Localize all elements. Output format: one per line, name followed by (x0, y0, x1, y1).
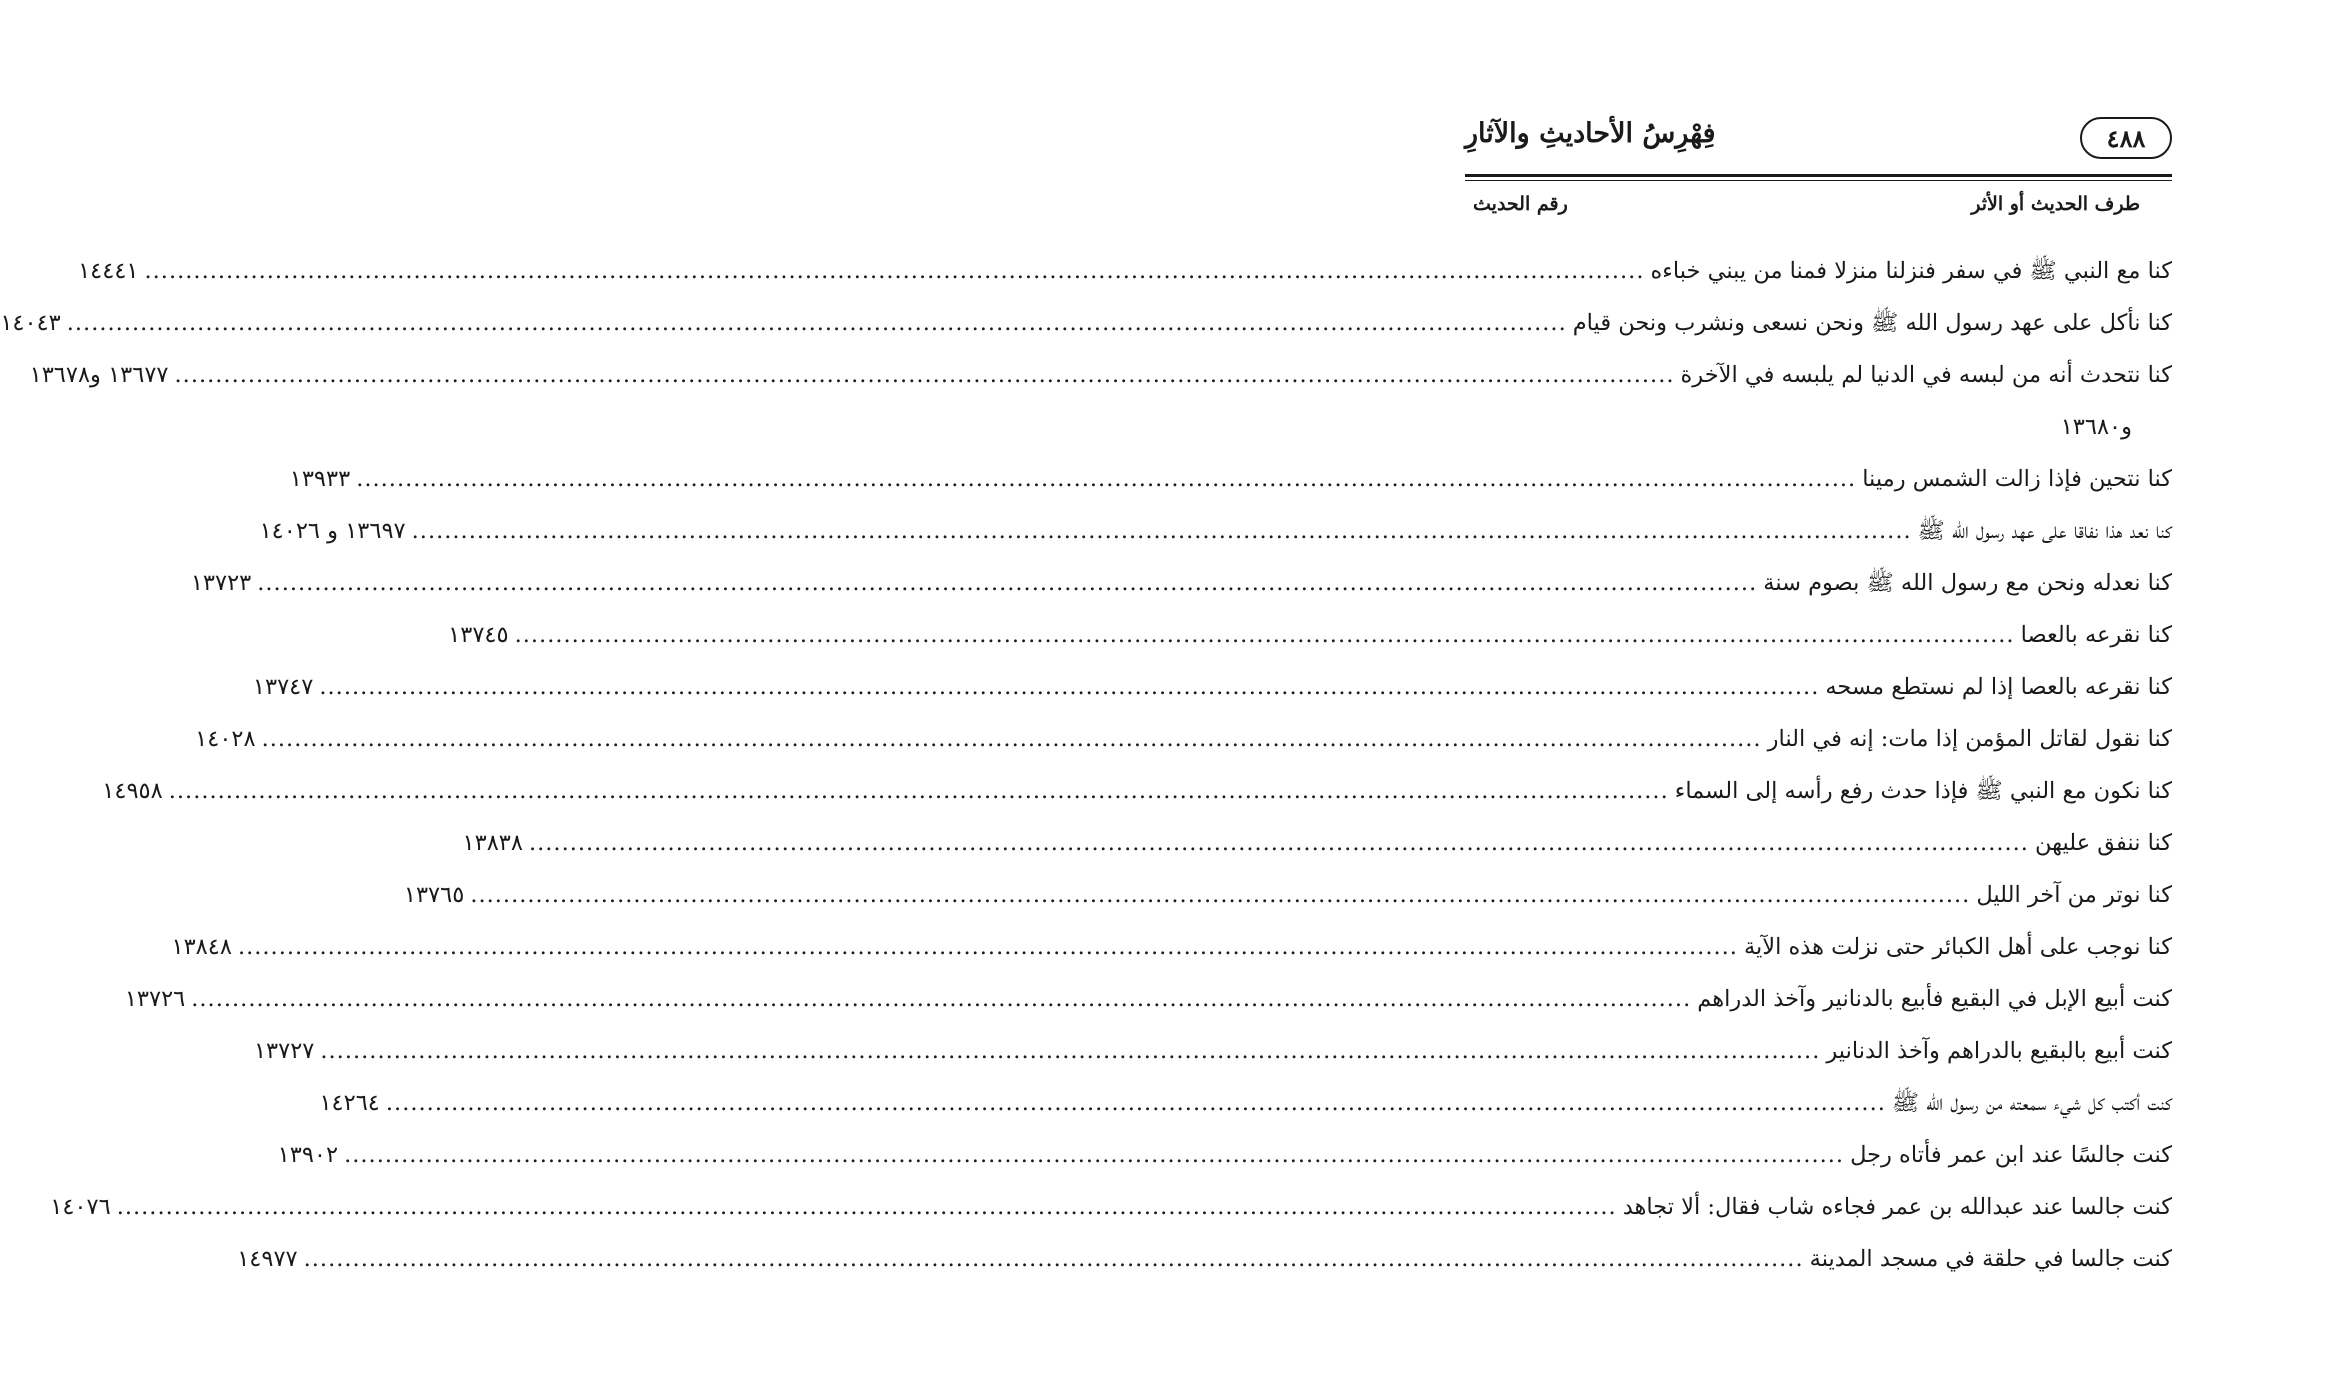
index-entry-continuation (1465, 401, 2172, 453)
entry-text: كنا نقرعه بالعصا إذا لم نستطع مسحه (1825, 674, 2172, 700)
index-entry (277, 1129, 2172, 1181)
entry-number: ١٣٦٩٧ و ١٤٠٢٦ (259, 518, 406, 544)
entry-text: كنا نكون مع النبي ﷺ فإذا حدث رفع رأسه إلى السماء (1674, 778, 2172, 804)
index-entry (50, 1181, 2172, 1233)
entry-text: كنا مع النبي ﷺ في سفر فنزلنا منزلا فمنا من يبني خباءه (1650, 258, 2172, 284)
index-entries (0, 245, 2172, 1285)
entry-text: كنا نعد هذا نفاقا على عهد رسول الله ﷺ (1917, 518, 2172, 544)
entry-number: ١٣٧٢٦ (124, 986, 186, 1012)
entry-text: كنت جالسا في حلقة في مسجد المدينة (1809, 1246, 2172, 1272)
index-entry (0, 297, 2172, 349)
entry-number: ١٣٨٣٨ (462, 830, 523, 856)
leader-dots (319, 661, 1819, 713)
leader-dots (169, 765, 1669, 817)
index-entry (252, 661, 2172, 713)
entry-text: كنا نقرعه بالعصا (2020, 622, 2172, 648)
entry-number: ١٤٩٥٨ (102, 778, 163, 804)
entry-text: كنت أبيع بالبقيع بالدراهم وآخذ الدنانير (1826, 1038, 2172, 1064)
index-entry (253, 1025, 2172, 1077)
entry-number: ١٤٠٢٨ (195, 726, 256, 752)
leader-dots (117, 1181, 1617, 1233)
entry-text: كنا نوجب على أهل الكبائر حتى نزلت هذه الآية (1743, 934, 2172, 960)
entry-number: ١٤٠٧٦ (50, 1194, 111, 1220)
leader-dots (191, 973, 1691, 1025)
leader-dots (515, 609, 2015, 661)
entry-text: كنت أبيع الإبل في البقيع فأبيع بالدنانير وآخذ الدراهم (1697, 986, 2172, 1012)
entry-number: ١٣٩٠٢ (277, 1142, 339, 1168)
leader-dots (320, 1025, 1820, 1077)
column-headings (1465, 193, 2172, 231)
leader-dots (412, 505, 1912, 557)
page-header (1465, 110, 2172, 168)
page-number-badge: ٤٨٨ (2080, 117, 2172, 159)
entry-number: ١٤٤٤١ (78, 258, 139, 284)
index-entry (78, 245, 2172, 297)
running-title: فِهْرِسُ الأحاديثِ والآثارِ (1465, 118, 1716, 149)
leader-dots (344, 1129, 1844, 1181)
index-entry (237, 1233, 2172, 1285)
entry-text: كنت جالسًا عند ابن عمر فأتاه رجل (1850, 1142, 2172, 1168)
leader-dots (262, 713, 1762, 765)
header-rule-thick (1465, 174, 2172, 177)
column-heading-hadith: طرف الحديث أو الأثر (1971, 193, 2140, 215)
entry-text: كنا نأكل على عهد رسول الله ﷺ ونحن نسعى ونشرب ونحن قيام (1572, 310, 2172, 336)
index-entry (171, 921, 2172, 973)
entry-number: ١٣٩٣٣ (289, 466, 351, 492)
entry-text: كنا نوتر من آخر الليل (1976, 882, 2172, 908)
entry-text: كنا نقول لقاتل المؤمن إذا مات: إنه في النار (1767, 726, 2172, 752)
leader-dots (304, 1233, 1804, 1285)
index-entry (195, 713, 2172, 765)
index-entry (190, 557, 2172, 609)
entry-number: ١٤٠٤٣ (0, 310, 61, 336)
entry-number: ١٣٧٢٣ (190, 570, 252, 596)
entry-text: كنا نتحين فإذا زالت الشمس رمينا (1862, 466, 2172, 492)
index-entry (102, 765, 2172, 817)
entry-text: كنا نتحدث أنه من لبسه في الدنيا لم يلبسه في الآخرة (1680, 362, 2172, 388)
column-heading-number: رقم الحديث (1473, 193, 1568, 215)
entry-number: ١٤٩٧٧ (237, 1246, 298, 1272)
index-entry (319, 1077, 2172, 1129)
entry-number: ١٣٧٦٥ (403, 882, 465, 908)
index-entry (462, 817, 2172, 869)
index-page (0, 110, 2172, 1285)
entry-number: ١٣٦٧٧ و١٣٦٧٨ (29, 362, 169, 388)
entry-text: كنا ننفق عليهن (2034, 830, 2172, 856)
leader-dots (67, 297, 1567, 349)
index-entry (124, 973, 2172, 1025)
entry-text: كنت جالسا عند عبدالله بن عمر فجاءه شاب فقال: ألا تجاهد (1622, 1194, 2172, 1220)
leader-dots (356, 453, 1856, 505)
entry-number: ١٤٢٦٤ (319, 1090, 380, 1116)
leader-dots (238, 921, 1738, 973)
leader-dots (386, 1077, 1886, 1129)
entry-number: ١٣٨٤٨ (171, 934, 232, 960)
index-entry (29, 349, 2172, 401)
index-entry (403, 869, 2172, 921)
leader-dots (175, 349, 1675, 401)
entry-text: كنا نعدله ونحن مع رسول الله ﷺ بصوم سنة (1763, 570, 2172, 596)
index-entry (259, 505, 2172, 557)
leader-dots (145, 245, 1645, 297)
entry-number: ١٣٧٤٥ (448, 622, 509, 648)
entry-text: كنت أكتب كل شيء سمعته من رسول الله ﷺ (1891, 1090, 2172, 1116)
entry-text: و١٣٦٨٠ (2060, 414, 2132, 440)
header-rule-thin (1465, 180, 2172, 181)
index-entry (289, 453, 2172, 505)
entry-number: ١٣٧٤٧ (252, 674, 314, 700)
entry-number: ١٣٧٢٧ (253, 1038, 315, 1064)
leader-dots (470, 869, 1970, 921)
leader-dots (529, 817, 2029, 869)
index-entry (448, 609, 2172, 661)
leader-dots (257, 557, 1757, 609)
